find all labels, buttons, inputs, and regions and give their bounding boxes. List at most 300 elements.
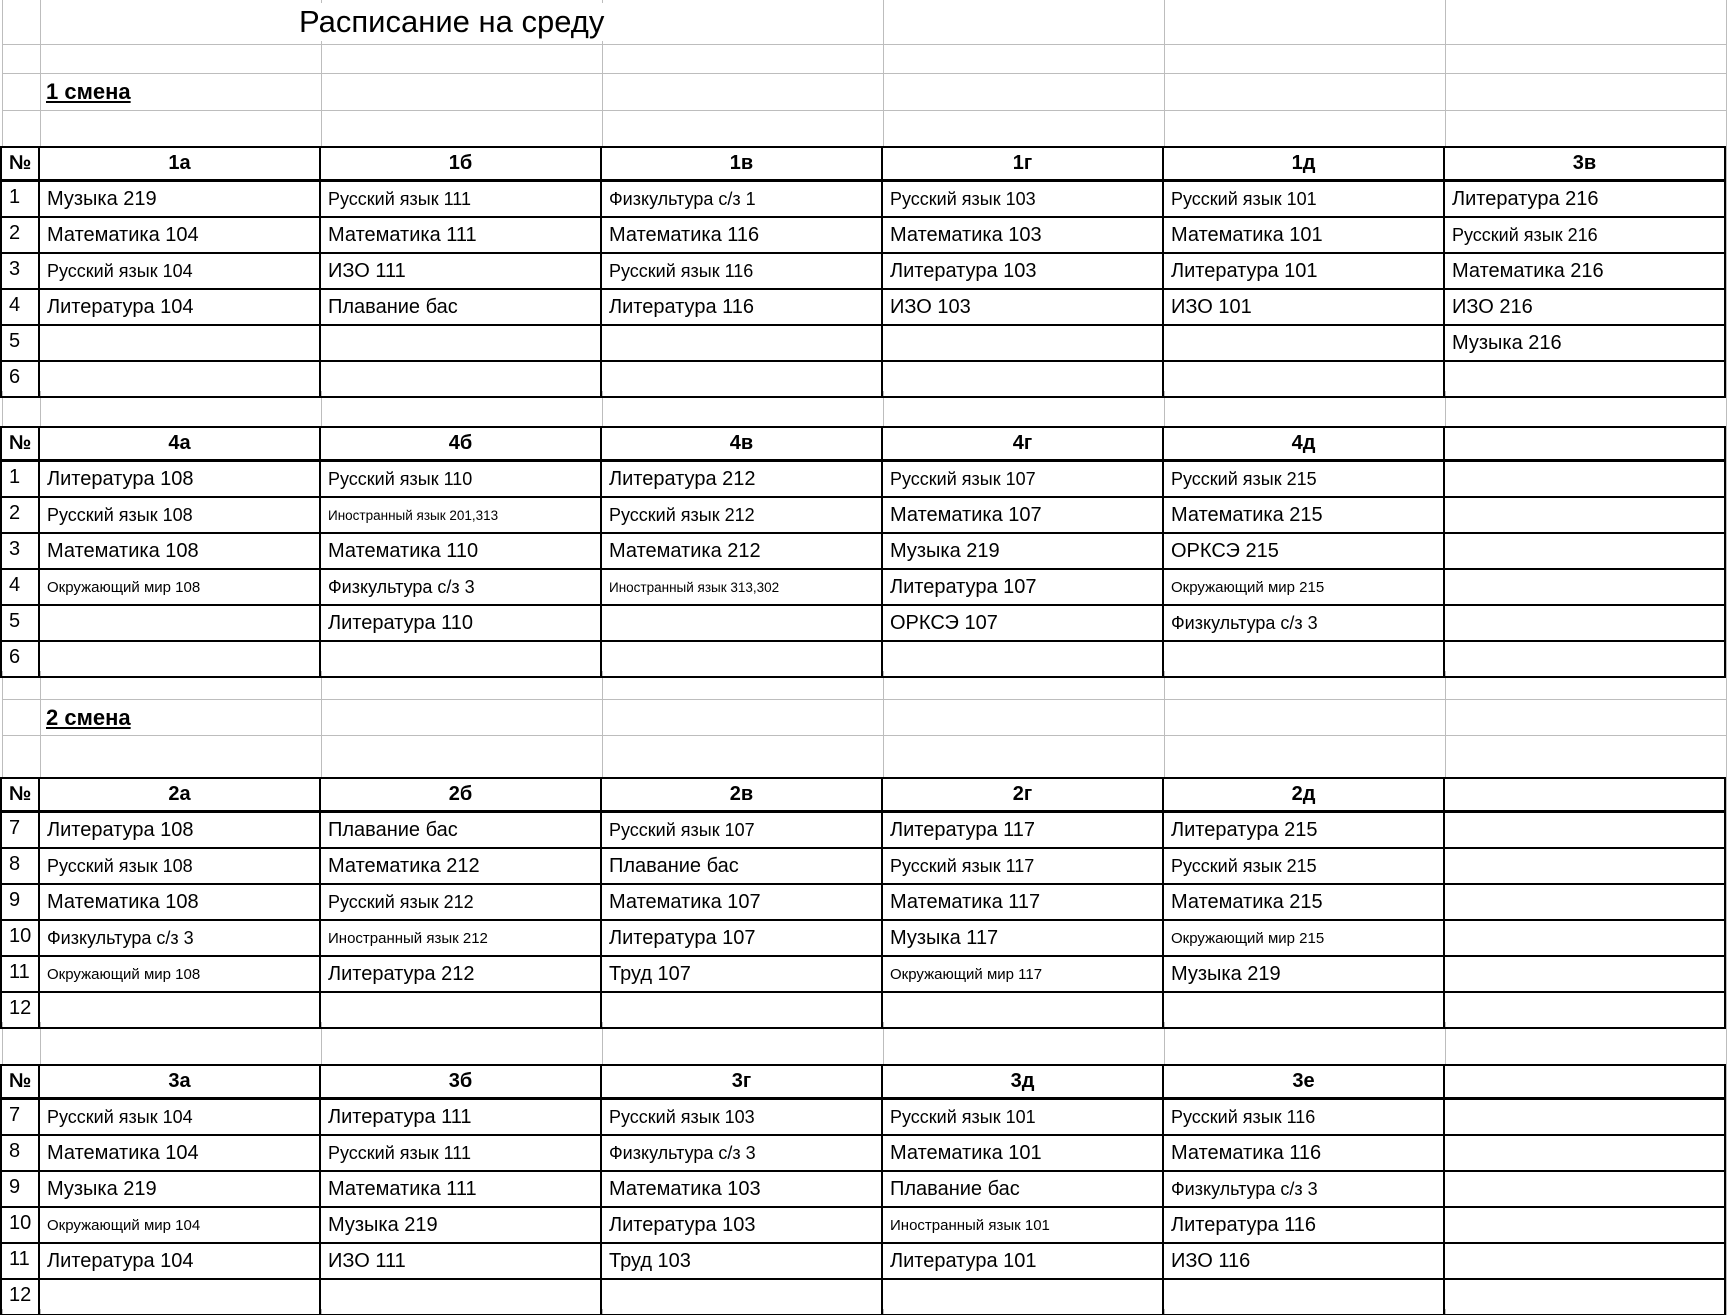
class-column-header: 4г	[882, 427, 1163, 461]
lesson-cell	[39, 605, 320, 641]
lesson-number: 12	[9, 1284, 32, 1306]
shift1-label: 1 смена	[46, 77, 131, 107]
class-column-header: 3г	[601, 1065, 882, 1099]
class-column-header: 1в	[601, 147, 882, 181]
lesson-cell: Плавание бас	[882, 1171, 1163, 1207]
lesson-cell: Литература 101	[882, 1243, 1163, 1279]
class-column-header: 4б	[320, 427, 601, 461]
lesson-cell: Русский язык 101	[882, 1099, 1163, 1136]
lesson-cell: Труд 107	[601, 956, 882, 992]
grid-cell	[1446, 73, 1727, 110]
lesson-cell	[1163, 992, 1444, 1028]
lesson-cell: Математика 212	[320, 848, 601, 884]
lesson-cell: Литература 117	[882, 812, 1163, 849]
lesson-cell	[1444, 569, 1725, 605]
lesson-row	[1, 181, 1725, 218]
class-column-header: 4в	[601, 427, 882, 461]
lesson-cell: Музыка 219	[39, 181, 320, 218]
lesson-cell: Математика 110	[320, 533, 601, 569]
grid-cell	[3, 73, 41, 110]
lesson-number: 1	[9, 466, 21, 488]
lesson-cell: Русский язык 104	[39, 1099, 320, 1136]
lesson-number-cell	[1, 497, 39, 533]
grid-cell	[41, 110, 322, 146]
grid-cell	[41, 0, 322, 44]
number-column-header: №	[1, 778, 39, 812]
lesson-cell	[39, 325, 320, 361]
lesson-cell	[601, 361, 882, 397]
shift2-label: 2 смена	[46, 703, 131, 733]
lesson-number: 7	[9, 1104, 21, 1126]
grid-cell	[3, 110, 41, 146]
grid-cell	[3, 44, 41, 73]
lesson-cell: Музыка 117	[882, 920, 1163, 956]
lesson-number: 11	[9, 961, 30, 983]
lesson-cell: Литература 212	[601, 461, 882, 498]
lesson-number-cell	[1, 253, 39, 289]
lesson-number-cell	[1, 1135, 39, 1171]
grid-cell	[3, 735, 41, 777]
lesson-row	[1, 1171, 1725, 1207]
page-title: Расписание на среду	[293, 3, 610, 41]
lesson-number-cell	[1, 605, 39, 641]
lesson-cell: Математика 101	[1163, 217, 1444, 253]
lesson-cell	[1163, 361, 1444, 397]
grid-cell	[884, 735, 1165, 777]
lesson-cell: Литература 111	[320, 1099, 601, 1136]
lesson-cell	[601, 641, 882, 677]
lesson-cell: Русский язык 104	[39, 253, 320, 289]
lesson-number: 5	[9, 330, 21, 352]
lesson-number-cell	[1, 569, 39, 605]
lesson-cell: Математика 111	[320, 217, 601, 253]
lesson-row	[1, 253, 1725, 289]
lesson-number: 3	[9, 258, 21, 280]
lesson-cell: Литература 103	[601, 1207, 882, 1243]
lesson-cell: Литература 107	[601, 920, 882, 956]
lesson-row	[1, 217, 1725, 253]
lesson-number: 1	[9, 186, 21, 208]
lesson-cell: Русский язык 101	[1163, 181, 1444, 218]
grid-row	[2, 73, 1727, 111]
grid-cell	[603, 0, 884, 44]
lesson-row	[1, 1243, 1725, 1279]
lesson-number: 3	[9, 538, 21, 560]
lesson-cell: Физкультура с/з 3	[39, 920, 320, 956]
lesson-cell: Окружающий мир 108	[39, 956, 320, 992]
header-row	[1, 427, 1725, 461]
class-column-header: 2в	[601, 778, 882, 812]
class-column-header: 1г	[882, 147, 1163, 181]
lesson-cell: Плавание бас	[320, 812, 601, 849]
lesson-cell	[320, 325, 601, 361]
lesson-cell	[1444, 848, 1725, 884]
lesson-cell: Математика 103	[601, 1171, 882, 1207]
lesson-cell	[1444, 812, 1725, 849]
schedule-table-shift2-grade3	[0, 1064, 1726, 1315]
lesson-cell: ИЗО 111	[320, 1243, 601, 1279]
class-column-header: 1б	[320, 147, 601, 181]
class-column-header: 4а	[39, 427, 320, 461]
lesson-number: 10	[9, 1212, 32, 1234]
lesson-cell: Литература 101	[1163, 253, 1444, 289]
lesson-cell: Литература 116	[601, 289, 882, 325]
grid-cell	[322, 735, 603, 777]
lesson-row	[1, 848, 1725, 884]
class-column-header: 3д	[882, 1065, 1163, 1099]
lesson-cell: Русский язык 117	[882, 848, 1163, 884]
lesson-cell: Математика 101	[882, 1135, 1163, 1171]
lesson-cell	[39, 361, 320, 397]
grid-cell	[1165, 735, 1446, 777]
lesson-cell: Литература 103	[882, 253, 1163, 289]
lesson-cell: Литература 110	[320, 605, 601, 641]
grid-cell	[322, 73, 603, 110]
lesson-cell: Русский язык 215	[1163, 461, 1444, 498]
lesson-number-cell	[1, 181, 39, 218]
lesson-cell	[1444, 1171, 1725, 1207]
lesson-cell: ИЗО 116	[1163, 1243, 1444, 1279]
lesson-number: 2	[9, 222, 21, 244]
grid-cell	[884, 0, 1165, 44]
lesson-cell	[1163, 1279, 1444, 1315]
lesson-cell	[39, 1279, 320, 1315]
grid-cell	[1446, 699, 1727, 735]
lesson-cell: Математика 104	[39, 217, 320, 253]
lesson-cell: Русский язык 110	[320, 461, 601, 498]
lesson-cell	[1444, 1099, 1725, 1136]
lesson-cell: Русский язык 107	[601, 812, 882, 849]
lesson-number-cell	[1, 289, 39, 325]
lesson-cell	[882, 641, 1163, 677]
lesson-cell	[601, 1279, 882, 1315]
lesson-cell: Окружающий мир 117	[882, 956, 1163, 992]
grid-cell	[3, 0, 41, 44]
lesson-number-cell	[1, 1171, 39, 1207]
lesson-cell: Литература 108	[39, 461, 320, 498]
lesson-row	[1, 533, 1725, 569]
schedule-table-shift1-grade1	[0, 146, 1726, 398]
lesson-cell	[1444, 1243, 1725, 1279]
grid-cell	[1446, 44, 1727, 73]
lesson-number: 8	[9, 1140, 21, 1162]
class-column-header: 3е	[1163, 1065, 1444, 1099]
lesson-cell: Физкультура с/з 3	[320, 569, 601, 605]
lesson-number-cell	[1, 461, 39, 498]
grid-row	[2, 0, 1727, 45]
lesson-cell: ИЗО 111	[320, 253, 601, 289]
lesson-cell	[1444, 920, 1725, 956]
lesson-cell: Русский язык 212	[320, 884, 601, 920]
lesson-number-cell	[1, 361, 39, 397]
lesson-row	[1, 361, 1725, 397]
lesson-cell: ИЗО 216	[1444, 289, 1725, 325]
number-column-header: №	[1, 427, 39, 461]
lesson-number-cell	[1, 992, 39, 1028]
schedule-table-shift1-grade4	[0, 426, 1726, 678]
header-row	[1, 778, 1725, 812]
lesson-row	[1, 1099, 1725, 1136]
lesson-cell	[1444, 533, 1725, 569]
grid-cell	[1446, 0, 1727, 44]
lesson-cell: Физкультура с/з 3	[1163, 605, 1444, 641]
lesson-cell	[320, 1279, 601, 1315]
grid-cell	[884, 73, 1165, 110]
lesson-row	[1, 956, 1725, 992]
grid-cell	[884, 44, 1165, 73]
lesson-row	[1, 992, 1725, 1028]
lesson-cell: Русский язык 215	[1163, 848, 1444, 884]
lesson-cell: Математика 108	[39, 533, 320, 569]
lesson-cell: Физкультура с/з 3	[1163, 1171, 1444, 1207]
lesson-cell: Физкультура с/з 3	[601, 1135, 882, 1171]
grid-cell	[603, 73, 884, 110]
lesson-number: 10	[9, 925, 32, 947]
lesson-number: 4	[9, 574, 21, 596]
lesson-number: 8	[9, 853, 21, 875]
lesson-cell: Русский язык 107	[882, 461, 1163, 498]
lesson-cell: Математика 107	[601, 884, 882, 920]
lesson-cell	[1163, 641, 1444, 677]
number-column-header: №	[1, 1065, 39, 1099]
lesson-cell: Окружающий мир 108	[39, 569, 320, 605]
class-column-header: 1а	[39, 147, 320, 181]
lesson-number-cell	[1, 325, 39, 361]
lesson-cell: Физкультура с/з 1	[601, 181, 882, 218]
grid-cell	[41, 44, 322, 73]
lesson-row	[1, 461, 1725, 498]
lesson-number: 9	[9, 1176, 21, 1198]
lesson-number-cell	[1, 1207, 39, 1243]
schedule-table-shift2-grade2	[0, 777, 1726, 1029]
lesson-cell: Математика 216	[1444, 253, 1725, 289]
lesson-number-cell	[1, 217, 39, 253]
lesson-cell: Музыка 219	[1163, 956, 1444, 992]
lesson-cell: Литература 116	[1163, 1207, 1444, 1243]
lesson-cell: Русский язык 116	[1163, 1099, 1444, 1136]
lesson-cell	[1163, 325, 1444, 361]
lesson-cell	[882, 361, 1163, 397]
sheet-right-gridline	[1726, 0, 1727, 1315]
lesson-cell: Литература 104	[39, 1243, 320, 1279]
lesson-cell: Русский язык 108	[39, 497, 320, 533]
lesson-number-cell	[1, 1099, 39, 1136]
grid-row	[2, 44, 1727, 74]
lesson-number-cell	[1, 1243, 39, 1279]
lesson-cell: Русский язык 103	[882, 181, 1163, 218]
lesson-cell: Математика 215	[1163, 497, 1444, 533]
lesson-cell	[1444, 884, 1725, 920]
lesson-cell	[1444, 1207, 1725, 1243]
grid-cell	[1446, 735, 1727, 777]
lesson-row	[1, 569, 1725, 605]
lesson-cell	[1444, 956, 1725, 992]
lesson-row	[1, 1279, 1725, 1315]
grid-row	[2, 110, 1727, 146]
lesson-cell: Литература 107	[882, 569, 1163, 605]
class-column-header	[1444, 778, 1725, 812]
class-column-header	[1444, 1065, 1725, 1099]
lesson-cell	[882, 325, 1163, 361]
lesson-cell	[601, 325, 882, 361]
lesson-cell: Окружающий мир 215	[1163, 920, 1444, 956]
lesson-cell: Русский язык 212	[601, 497, 882, 533]
lesson-cell: Литература 108	[39, 812, 320, 849]
grid-cell	[3, 699, 41, 735]
lesson-cell: Музыка 219	[320, 1207, 601, 1243]
lesson-cell	[1444, 1135, 1725, 1171]
lesson-cell: Математика 107	[882, 497, 1163, 533]
lesson-cell	[39, 641, 320, 677]
lesson-cell	[882, 992, 1163, 1028]
lesson-cell: Труд 103	[601, 1243, 882, 1279]
class-column-header: 2д	[1163, 778, 1444, 812]
lesson-number-cell	[1, 812, 39, 849]
class-column-header: 1д	[1163, 147, 1444, 181]
class-column-header: 2б	[320, 778, 601, 812]
grid-cell	[1446, 110, 1727, 146]
lesson-number-cell	[1, 641, 39, 677]
class-column-header: 2а	[39, 778, 320, 812]
lesson-cell	[1444, 605, 1725, 641]
lesson-cell	[882, 1279, 1163, 1315]
lesson-cell	[320, 361, 601, 397]
header-row	[1, 147, 1725, 181]
grid-cell	[322, 699, 603, 735]
lesson-cell: Математика 103	[882, 217, 1163, 253]
lesson-row	[1, 1207, 1725, 1243]
lesson-number-cell	[1, 533, 39, 569]
grid-cell	[41, 735, 322, 777]
lesson-cell	[601, 605, 882, 641]
lesson-number: 9	[9, 889, 21, 911]
lesson-row	[1, 812, 1725, 849]
lesson-cell: Музыка 219	[882, 533, 1163, 569]
lesson-number: 5	[9, 610, 21, 632]
lesson-number: 11	[9, 1248, 30, 1270]
lesson-cell: Иностранный язык 313,302	[601, 569, 882, 605]
lesson-cell: Математика 108	[39, 884, 320, 920]
lesson-row	[1, 920, 1725, 956]
lesson-number: 4	[9, 294, 21, 316]
class-column-header	[1444, 427, 1725, 461]
grid-cell	[603, 735, 884, 777]
grid-cell	[884, 699, 1165, 735]
grid-row	[2, 735, 1727, 777]
lesson-cell: Русский язык 111	[320, 1135, 601, 1171]
lesson-number: 12	[9, 997, 32, 1019]
lesson-row	[1, 641, 1725, 677]
lesson-cell	[1444, 1279, 1725, 1315]
lesson-cell: Литература 212	[320, 956, 601, 992]
lesson-number: 2	[9, 502, 21, 524]
lesson-cell: Математика 104	[39, 1135, 320, 1171]
lesson-cell: ИЗО 103	[882, 289, 1163, 325]
lesson-cell: Математика 116	[601, 217, 882, 253]
lesson-cell: Иностранный язык 201,313	[320, 497, 601, 533]
lesson-cell: Плавание бас	[320, 289, 601, 325]
lesson-cell: Плавание бас	[601, 848, 882, 884]
class-column-header: 3в	[1444, 147, 1725, 181]
number-column-header: №	[1, 147, 39, 181]
class-column-header: 2г	[882, 778, 1163, 812]
lesson-cell	[1444, 361, 1725, 397]
lesson-cell: Математика 215	[1163, 884, 1444, 920]
lesson-cell: Математика 116	[1163, 1135, 1444, 1171]
lesson-cell: Литература 104	[39, 289, 320, 325]
lesson-cell: Математика 117	[882, 884, 1163, 920]
grid-cell	[1165, 0, 1446, 44]
lesson-cell: Литература 215	[1163, 812, 1444, 849]
lesson-cell: Окружающий мир 104	[39, 1207, 320, 1243]
lesson-cell: Русский язык 103	[601, 1099, 882, 1136]
lesson-cell: Музыка 216	[1444, 325, 1725, 361]
grid-cell	[603, 699, 884, 735]
lesson-number: 6	[9, 366, 21, 388]
grid-cell	[322, 44, 603, 73]
lesson-number-cell	[1, 884, 39, 920]
grid-cell	[1165, 73, 1446, 110]
lesson-cell	[1444, 497, 1725, 533]
lesson-cell: ОРКСЭ 107	[882, 605, 1163, 641]
grid-row	[2, 699, 1727, 736]
lesson-cell	[1444, 461, 1725, 498]
lesson-cell: Математика 111	[320, 1171, 601, 1207]
header-row	[1, 1065, 1725, 1099]
lesson-cell: Математика 212	[601, 533, 882, 569]
lesson-number: 7	[9, 817, 21, 839]
class-column-header: 3б	[320, 1065, 601, 1099]
lesson-cell	[601, 992, 882, 1028]
lesson-cell: Русский язык 116	[601, 253, 882, 289]
grid-cell	[322, 110, 603, 146]
lesson-number-cell	[1, 1279, 39, 1315]
lesson-number-cell	[1, 956, 39, 992]
grid-cell	[1165, 44, 1446, 73]
class-column-header: 4д	[1163, 427, 1444, 461]
grid-cell	[884, 110, 1165, 146]
lesson-cell: Музыка 219	[39, 1171, 320, 1207]
grid-cell	[603, 110, 884, 146]
lesson-cell: Русский язык 108	[39, 848, 320, 884]
lesson-cell: Иностранный язык 101	[882, 1207, 1163, 1243]
lesson-cell	[39, 992, 320, 1028]
lesson-cell: ИЗО 101	[1163, 289, 1444, 325]
lesson-cell: Иностранный язык 212	[320, 920, 601, 956]
lesson-number-cell	[1, 920, 39, 956]
lesson-number: 6	[9, 646, 21, 668]
grid-cell	[1165, 110, 1446, 146]
grid-cell	[603, 44, 884, 73]
lesson-row	[1, 1135, 1725, 1171]
lesson-cell	[320, 641, 601, 677]
lesson-row	[1, 289, 1725, 325]
lesson-cell: Окружающий мир 215	[1163, 569, 1444, 605]
lesson-cell: ОРКСЭ 215	[1163, 533, 1444, 569]
grid-cell	[1165, 699, 1446, 735]
lesson-cell	[1444, 992, 1725, 1028]
lesson-cell: Русский язык 216	[1444, 217, 1725, 253]
lesson-row	[1, 325, 1725, 361]
lesson-row	[1, 605, 1725, 641]
lesson-number-cell	[1, 848, 39, 884]
lesson-cell: Русский язык 111	[320, 181, 601, 218]
lesson-cell	[320, 992, 601, 1028]
lesson-row	[1, 497, 1725, 533]
lesson-row	[1, 884, 1725, 920]
lesson-cell	[1444, 641, 1725, 677]
lesson-cell: Литература 216	[1444, 181, 1725, 218]
